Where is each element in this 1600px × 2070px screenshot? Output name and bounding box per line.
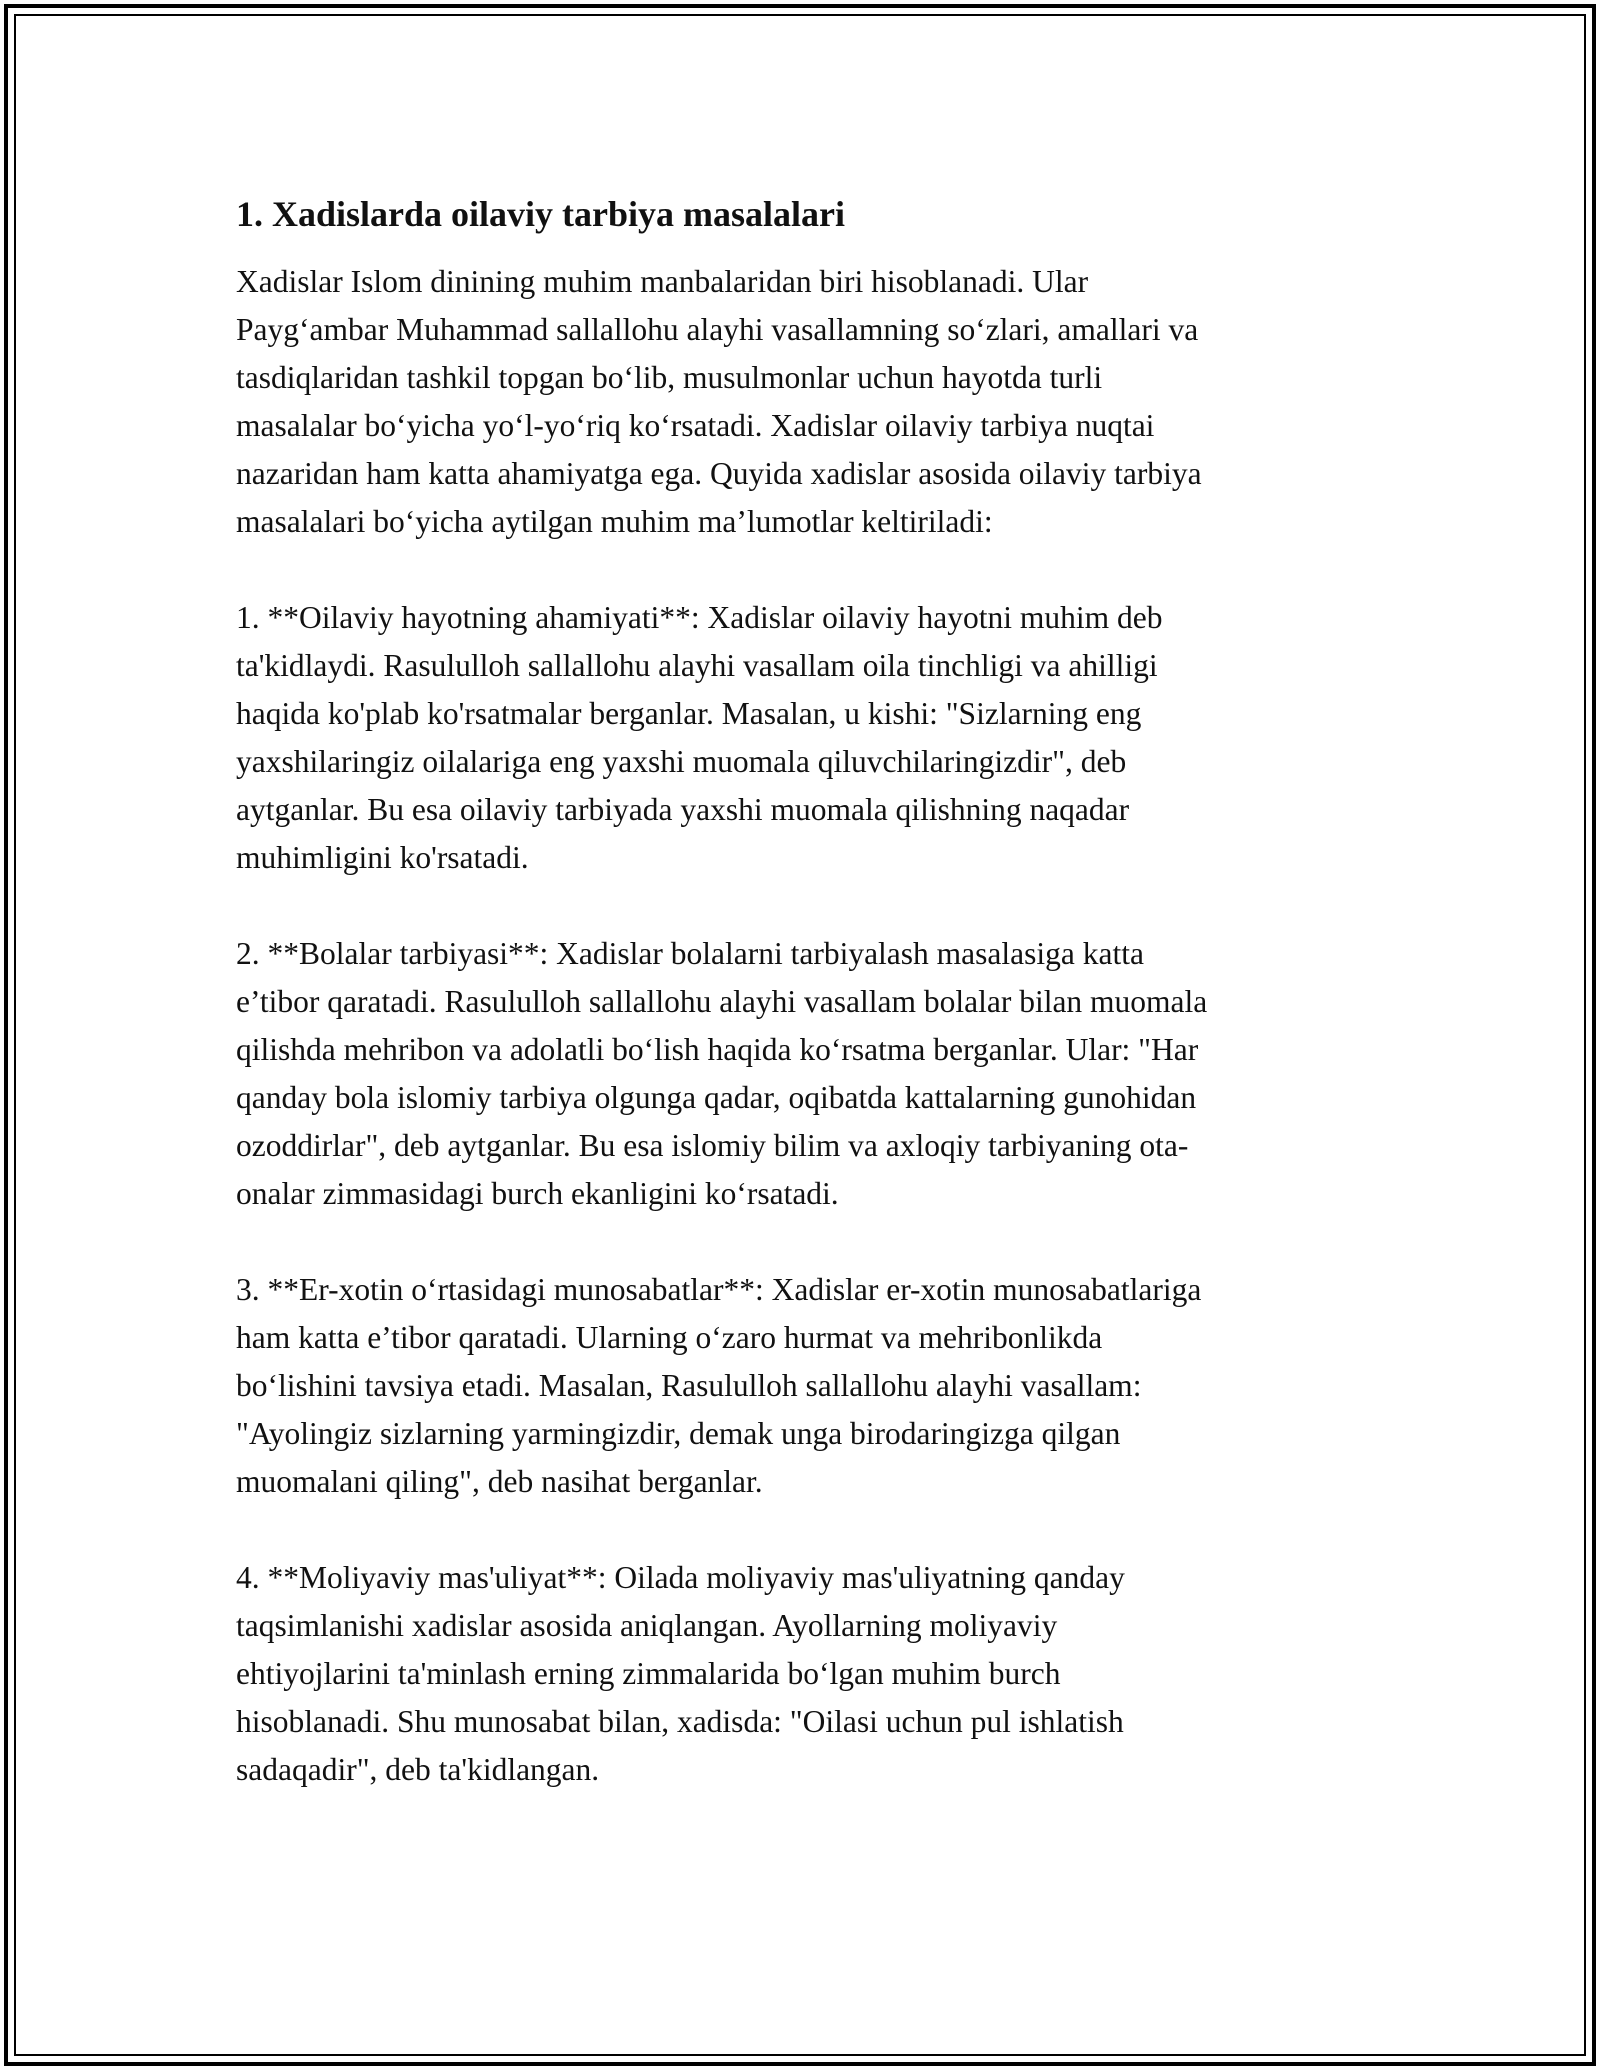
text-line: ham katta e’tibor qaratadi. Ularning o‘zaro hurmat va mehribonlikda [236,1320,1103,1355]
text-line: qilishda mehribon va adolatli bo‘lish haqida ko‘rsatma berganlar. Ular: "Har [236,1032,1199,1067]
text-line: hisoblanadi. Shu munosabat bilan, xadisda: "Oilasi uchun pul ishlatish [236,1704,1124,1739]
text-line: e’tibor qaratadi. Rasululloh sallallohu alayhi vasallam bolalar bilan muomala [236,984,1208,1019]
paragraph-5 [236,1554,1376,1794]
text-line: muomalani qiling", deb nasihat berganlar. [236,1464,763,1499]
text-line: "Ayolingiz sizlarning yarmingizdir, demak unga birodaringizga qilgan [236,1416,1121,1451]
paragraph-1 [236,258,1376,546]
paragraph-2 [236,594,1376,882]
text-line: haqida ko'plab ko'rsatmalar berganlar. Masalan, u kishi: "Sizlarning eng [236,696,1142,731]
text-line: masalalar bo‘yicha yo‘l-yo‘riq ko‘rsatadi. Xadislar oilaviy tarbiya nuqtai [236,408,1155,443]
document-body [236,186,1376,1842]
text-line: 1. **Oilaviy hayotning ahamiyati**: Xadislar oilaviy hayotni muhim deb [236,600,1163,635]
text-line: 4. **Moliyaviy mas'uliyat**: Oilada moliyaviy mas'uliyatning qanday [236,1560,1125,1595]
text-line: sadaqadir", deb ta'kidlangan. [236,1752,600,1787]
paragraph-3 [236,930,1376,1218]
text-line: nazaridan ham katta ahamiyatga ega. Quyida xadislar asosida oilaviy tarbiya [236,456,1202,491]
text-line: muhimligini ko'rsatadi. [236,840,529,875]
section-heading: 1. Xadislarda oilaviy tarbiya masalalari [236,194,846,234]
paragraph-list [236,258,1376,1794]
text-line: bo‘lishini tavsiya etadi. Masalan, Rasululloh sallallohu alayhi vasallam: [236,1368,1142,1403]
text-line: taqsimlanishi xadislar asosida aniqlangan. Ayollarning moliyaviy [236,1608,1058,1643]
text-line: onalar zimmasidagi burch ekanligini ko‘rsatadi. [236,1176,839,1211]
text-line: ehtiyojlarini ta'minlash erning zimmalarida bo‘lgan muhim burch [236,1656,1061,1691]
text-line: 2. **Bolalar tarbiyasi**: Xadislar bolalarni tarbiyalash masalasiga katta [236,936,1144,971]
text-line: yaxshilaringiz oilalariga eng yaxshi muomala qiluvchilaringizdir", deb [236,744,1127,779]
text-line: Payg‘ambar Muhammad sallallohu alayhi vasallamning so‘zlari, amallari va [236,312,1199,347]
text-line: ta'kidlaydi. Rasululloh sallallohu alayhi vasallam oila tinchligi va ahilligi [236,648,1158,683]
text-line: ozoddirlar", deb aytganlar. Bu esa islomiy bilim va axloqiy tarbiyaning ota- [236,1128,1189,1163]
paragraph-4 [236,1266,1376,1506]
text-line: tasdiqlaridan tashkil topgan bo‘lib, musulmonlar uchun hayotda turli [236,360,1103,395]
text-line: masalalari bo‘yicha aytilgan muhim ma’lumotlar keltiriladi: [236,504,993,539]
text-line: 3. **Er-xotin o‘rtasidagi munosabatlar**: Xadislar er-xotin munosabatlariga [236,1272,1202,1307]
text-line: Xadislar Islom dinining muhim manbalaridan biri hisoblanadi. Ular [236,264,1089,299]
text-line: aytganlar. Bu esa oilaviy tarbiyada yaxshi muomala qilishning naqadar [236,792,1130,827]
text-line: qanday bola islomiy tarbiya olgunga qadar, oqibatda kattalarning gunohidan [236,1080,1197,1115]
